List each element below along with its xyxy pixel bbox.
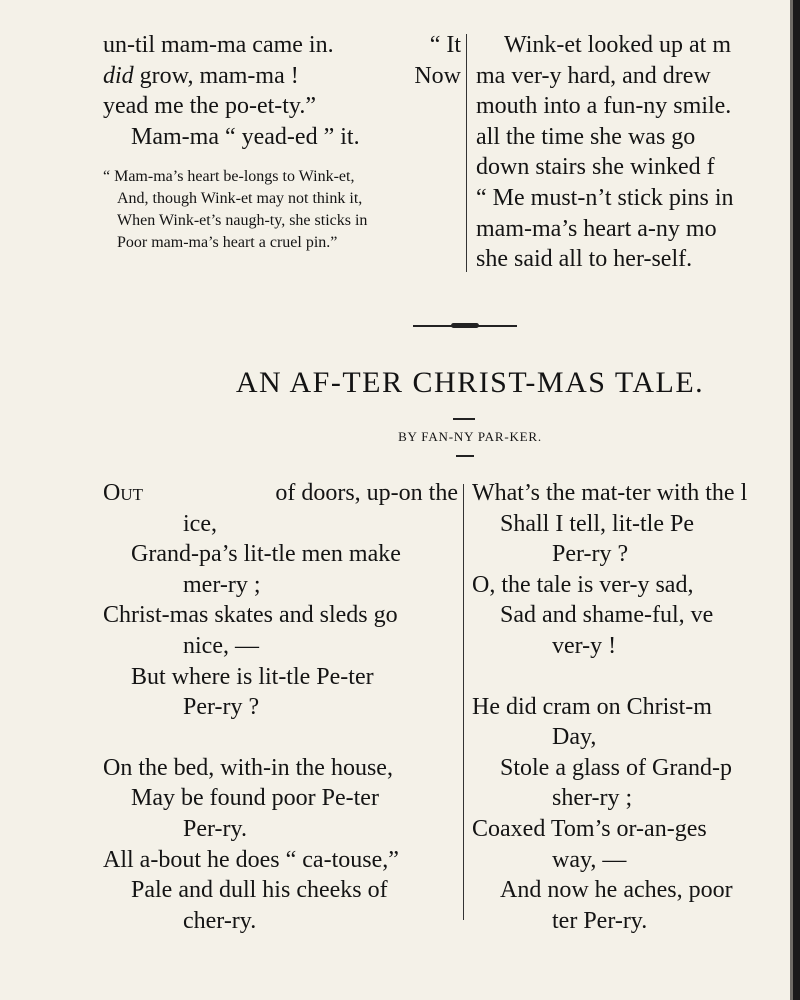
poem-line: O, the tale is ver-y sad, — [472, 571, 694, 598]
text-segment: “ It — [429, 32, 461, 58]
poem-right-column — [472, 478, 780, 938]
text-line: yead me the po-et-ty.” — [103, 93, 317, 120]
poem-line: way, — — [552, 846, 627, 873]
text-segment: Now — [414, 62, 461, 89]
text-line: mam-ma’s heart a-ny mo — [476, 215, 717, 242]
text-line — [103, 61, 461, 92]
poem-line: Poor mam-ma’s heart a cruel pin.” — [117, 234, 338, 252]
poem-line: Per-ry ? — [183, 694, 260, 721]
byline-rule — [456, 455, 474, 457]
poem-line: sher-ry ; — [552, 785, 633, 812]
poem-left-column — [103, 478, 458, 938]
byline: BY FAN-NY PAR-KER. — [398, 429, 542, 444]
top-left-column — [103, 30, 461, 280]
poem-line: Stole a glass of Grand-p — [500, 754, 732, 781]
poem-line: cher-ry. — [183, 907, 257, 934]
poem-line: Per-ry ? — [552, 541, 629, 568]
poem-line: Coaxed Tom’s or-an-ges — [472, 815, 707, 842]
text-line: ma ver-y hard, and drew — [476, 62, 711, 89]
text-segment: grow, mam-ma ! — [133, 62, 299, 89]
poem-line: But where is lit-tle Pe-ter — [131, 663, 374, 690]
poem-line: He did cram on Christ-m — [472, 693, 712, 720]
poem-line: When Wink-et’s naugh-ty, she sticks in — [117, 212, 368, 230]
poem-line: Per-ry. — [183, 815, 247, 842]
poem-line: ice, — [183, 510, 217, 537]
text-line: she said all to her-self. — [476, 246, 693, 273]
ornament-knot — [451, 323, 479, 328]
stanza-gap — [472, 662, 780, 692]
story-title: AN AF-TER CHRIST-MAS TALE. — [235, 366, 705, 399]
text-line: Mam-ma “ yead-ed ” it. — [131, 123, 360, 150]
poem-line: And now he aches, poor — [500, 877, 733, 904]
stanza-gap — [103, 723, 458, 753]
poem-line: What’s the mat-ter with the l — [472, 480, 748, 506]
poem-line: On the bed, with-in the house, — [103, 754, 393, 781]
text-line: “ Me must-n’t stick pins in — [476, 184, 734, 211]
top-right-column — [476, 30, 780, 280]
poem-line: All a-bout he does “ ca-touse,” — [103, 846, 399, 873]
title-rule — [453, 418, 475, 420]
poem-line: “ Mam-ma’s heart be-longs to Wink-et, — [103, 168, 355, 186]
text-line: Wink-et looked up at m — [504, 32, 731, 58]
text-segment — [103, 61, 299, 92]
poem-line: Sad and shame-ful, ve — [500, 602, 714, 629]
column-divider — [463, 484, 464, 920]
ornament-divider — [413, 322, 517, 330]
text-line: all the time she was go — [476, 123, 696, 150]
poem-line: Christ-mas skates and sleds go — [103, 602, 398, 629]
text-segment: of doors, up-on the — [275, 480, 458, 506]
poem-line — [103, 478, 458, 509]
column-divider — [466, 34, 467, 272]
poem-line: nice, — — [183, 632, 259, 659]
poem-line: ter Per-ry. — [552, 907, 648, 934]
inset-poem — [103, 166, 461, 254]
text-line — [103, 30, 461, 61]
text-line: down stairs she winked f — [476, 154, 715, 181]
poem-line: Shall I tell, lit-tle Pe — [500, 510, 694, 537]
text-line: mouth into a fun-ny smile. — [476, 93, 732, 120]
poem-line: mer-ry ; — [183, 571, 261, 598]
drop-cap-word: Out — [103, 480, 143, 506]
poem-line: May be found poor Pe-ter — [131, 785, 379, 812]
poem-line: Day, — [552, 724, 597, 751]
poem-line: And, though Wink-et may not think it, — [117, 190, 363, 208]
emphasis-word: did — [103, 62, 134, 89]
page-gutter-edge — [793, 0, 800, 1000]
poem-line: Pale and dull his cheeks of — [131, 877, 388, 904]
poem-line: ver-y ! — [552, 632, 617, 659]
poem-line: Grand-pa’s lit-tle men make — [131, 541, 401, 568]
text-segment: un-til mam-ma came in. — [103, 32, 334, 58]
